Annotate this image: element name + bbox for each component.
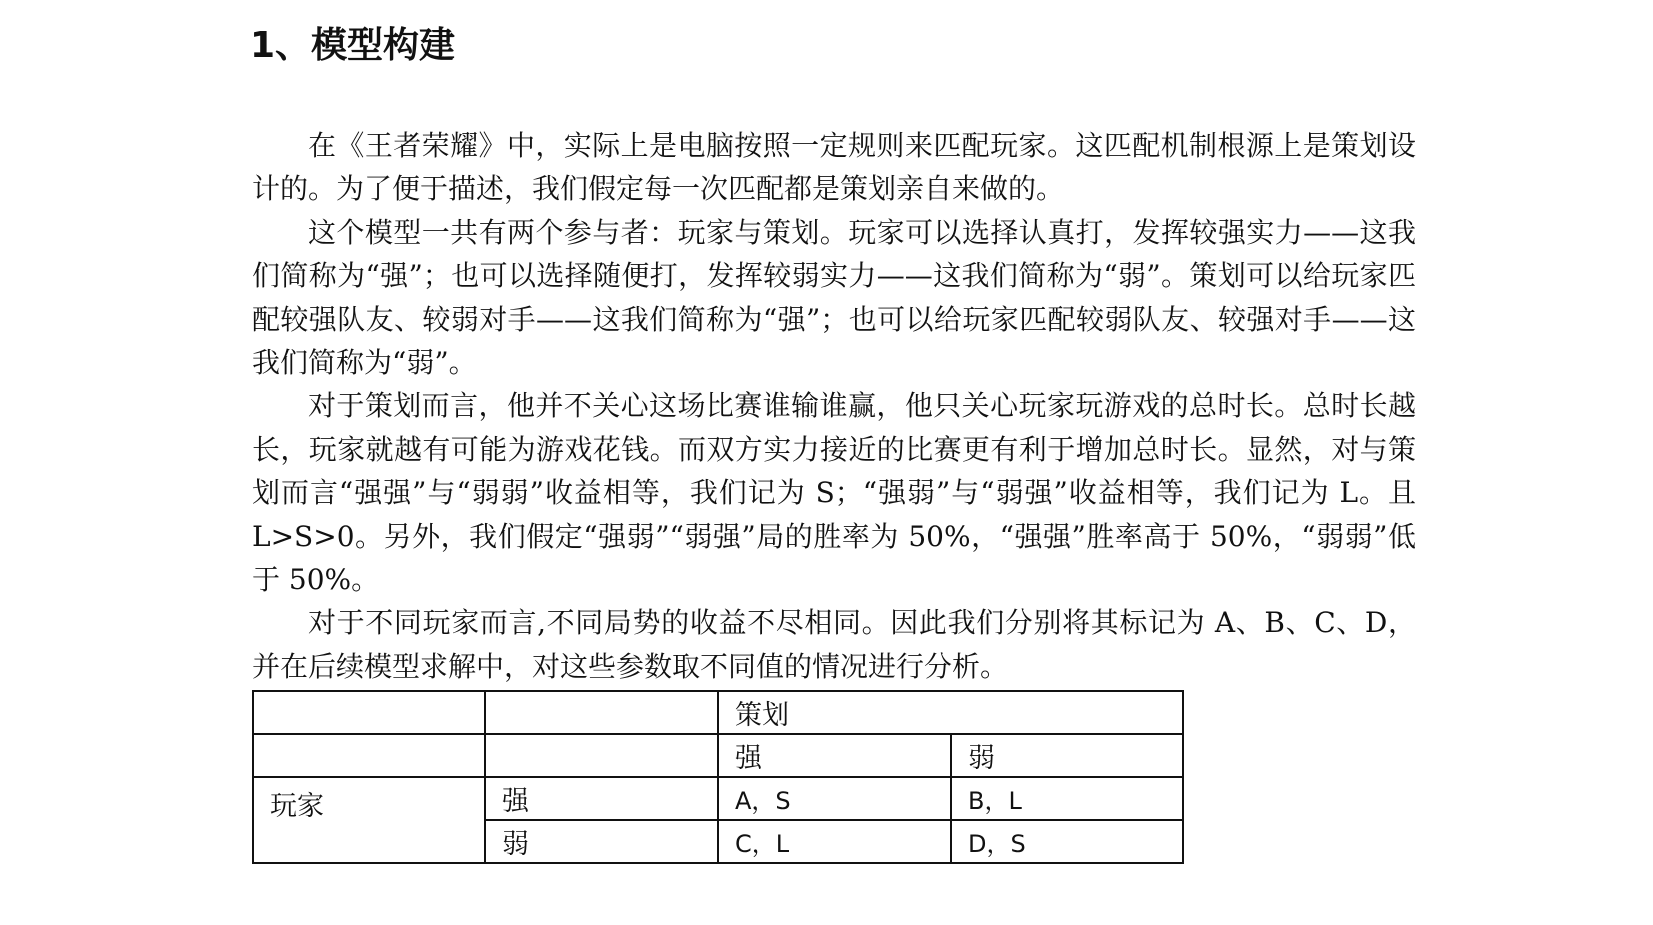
table-col-strong: 强 — [718, 734, 951, 777]
section-title: 1、模型构建 — [250, 25, 456, 66]
table-cell-empty — [253, 691, 485, 734]
table-cell-empty — [485, 691, 718, 734]
table-cell-empty — [485, 734, 718, 777]
body-text — [252, 124, 1416, 688]
table-row-strong-label: 强 — [485, 777, 718, 820]
table-cell-empty — [253, 734, 485, 777]
payoff-matrix-table — [252, 690, 1184, 864]
paragraph-parameters: 对于不同玩家而言,不同局势的收益不尽相同。因此我们分别将其标记为 A、B、C、D，并在后续模型求解中，对这些参数取不同值的情况进行分析。 — [252, 606, 1416, 683]
table-row-weak-label: 弱 — [485, 820, 718, 863]
table-cell-weak-strong: C，L — [718, 820, 951, 863]
paragraph-participants: 这个模型一共有两个参与者：玩家与策划。玩家可以选择认真打，发挥较强实力——这我们简称为“强”；也可以选择随便打，发挥较弱实力——这我们简称为“弱”。策划可以给玩家匹配较强队友、较弱对手——这我们简称为“强”；也可以给玩家匹配较弱队友、较强对手——这我们简称为“弱”。 — [252, 215, 1416, 380]
table-row-header-player: 玩家 — [253, 777, 485, 863]
table-row-strong — [253, 777, 1183, 820]
table-cell-strong-weak: B，L — [951, 777, 1183, 820]
table-cell-weak-weak: D，S — [951, 820, 1183, 863]
table-col-weak: 弱 — [951, 734, 1183, 777]
table-row-subheader — [253, 734, 1183, 777]
table-row-header — [253, 691, 1183, 734]
table-col-header: 策划 — [718, 691, 1183, 734]
paragraph-payoffs: 对于策划而言，他并不关心这场比赛谁输谁赢，他只关心玩家玩游戏的总时长。总时长越长，玩家就越有可能为游戏花钱。而双方实力接近的比赛更有利于增加总时长。显然，对与策划而言“强强”与“弱弱”收益相等，我们记为 S；“强弱”与“弱强”收益相等，我们记为 L。且 L>S>0。另外，我们假定“强弱”“弱强”局的胜率为 50%，“强强”胜率高于 50%，“弱弱”低于 50%。 — [252, 389, 1416, 597]
table-cell-strong-strong: A，S — [718, 777, 951, 820]
paragraph-intro: 在《王者荣耀》中，实际上是电脑按照一定规则来匹配玩家。这匹配机制根源上是策划设计的。为了便于描述，我们假定每一次匹配都是策划亲自来做的。 — [252, 129, 1416, 206]
